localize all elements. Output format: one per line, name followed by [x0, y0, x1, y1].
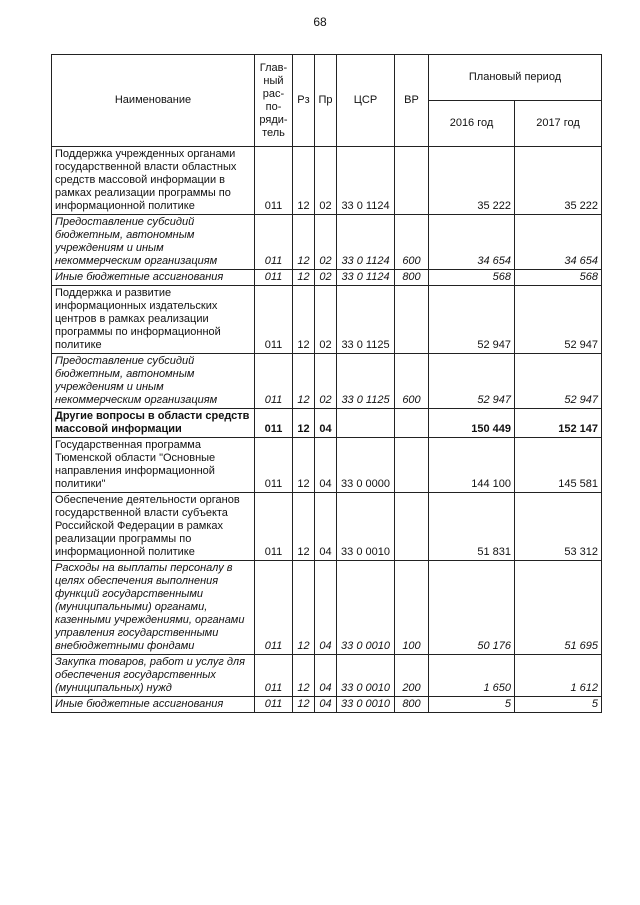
cell-name: Обеспечение деятельности органов государственной власти субъекта Российской Федерации в рамках реализации программы по информационной политике: [52, 493, 255, 561]
cell-glav: 011: [255, 697, 293, 713]
cell-glav: 011: [255, 409, 293, 438]
cell-csr: 33 0 0010: [337, 655, 395, 697]
cell-csr: 33 0 1124: [337, 215, 395, 270]
cell-vr: 800: [395, 270, 429, 286]
table-row: [52, 655, 602, 697]
cell-csr: 33 0 0010: [337, 561, 395, 655]
cell-name: Поддержка и развитие информационных издательских центров в рамках реализации программы по информационной политике: [52, 286, 255, 354]
cell-2016: 1 650: [429, 655, 515, 697]
cell-vr: 200: [395, 655, 429, 697]
cell-vr: [395, 286, 429, 354]
cell-2016: 34 654: [429, 215, 515, 270]
cell-name: Государственная программа Тюменской области "Основные направления информационной политики": [52, 438, 255, 493]
cell-rz: 12: [293, 697, 315, 713]
cell-pr: 04: [315, 438, 337, 493]
cell-vr: [395, 493, 429, 561]
table-row: [52, 409, 602, 438]
cell-pr: 04: [315, 493, 337, 561]
table-row: [52, 697, 602, 713]
cell-csr: 33 0 1125: [337, 354, 395, 409]
cell-name: Поддержка учрежденных органами государственной власти областных средств массовой информации в рамках реализации программы по информационной политике: [52, 147, 255, 215]
cell-2016: 52 947: [429, 354, 515, 409]
cell-rz: 12: [293, 147, 315, 215]
cell-2017: 34 654: [515, 215, 602, 270]
table-row: [52, 354, 602, 409]
cell-rz: 12: [293, 354, 315, 409]
cell-name: Иные бюджетные ассигнования: [52, 270, 255, 286]
cell-rz: 12: [293, 286, 315, 354]
header-glav: [255, 55, 293, 147]
cell-vr: [395, 147, 429, 215]
cell-csr: 33 0 0010: [337, 697, 395, 713]
header-vr: ВР: [395, 55, 429, 147]
cell-glav: 011: [255, 655, 293, 697]
cell-2017: 35 222: [515, 147, 602, 215]
cell-name: Закупка товаров, работ и услуг для обеспечения государственных (муниципальных) нужд: [52, 655, 255, 697]
cell-rz: 12: [293, 270, 315, 286]
cell-2016: 35 222: [429, 147, 515, 215]
table-row: [52, 215, 602, 270]
cell-vr: 600: [395, 354, 429, 409]
cell-rz: 12: [293, 561, 315, 655]
cell-2017: 5: [515, 697, 602, 713]
header-year-2017: 2017 год: [515, 101, 602, 147]
cell-name: Предоставление субсидий бюджетным, автономным учреждениям и иным некоммерческим организациям: [52, 215, 255, 270]
table-row: [52, 270, 602, 286]
cell-glav: 011: [255, 561, 293, 655]
cell-pr: 02: [315, 270, 337, 286]
table-body: [52, 147, 602, 713]
header-rz: Рз: [293, 55, 315, 147]
header-glav-line: ряди-: [259, 113, 288, 126]
cell-csr: 33 0 0010: [337, 493, 395, 561]
header-name: Наименование: [52, 55, 255, 147]
cell-name: Расходы на выплаты персоналу в целях обеспечения выполнения функций государственными (муниципальными) органами, казенными учреждениями, органами управления государственными внебюджетными фондами: [52, 561, 255, 655]
cell-2016: 5: [429, 697, 515, 713]
cell-pr: 04: [315, 655, 337, 697]
cell-2017: 152 147: [515, 409, 602, 438]
table-row: [52, 561, 602, 655]
cell-name: Иные бюджетные ассигнования: [52, 697, 255, 713]
cell-pr: 02: [315, 215, 337, 270]
table-row: [52, 147, 602, 215]
cell-glav: 011: [255, 286, 293, 354]
table-header: [52, 55, 602, 147]
header-plan-period: Плановый период: [429, 55, 602, 101]
cell-2017: 145 581: [515, 438, 602, 493]
cell-csr: [337, 409, 395, 438]
header-pr: Пр: [315, 55, 337, 147]
cell-vr: 600: [395, 215, 429, 270]
table-row: [52, 286, 602, 354]
cell-glav: 011: [255, 438, 293, 493]
cell-2017: 52 947: [515, 354, 602, 409]
cell-2016: 150 449: [429, 409, 515, 438]
header-glav-line: тель: [262, 126, 285, 139]
cell-2017: 51 695: [515, 561, 602, 655]
cell-2016: 51 831: [429, 493, 515, 561]
budget-table: [51, 54, 602, 713]
cell-rz: 12: [293, 409, 315, 438]
cell-2017: 52 947: [515, 286, 602, 354]
cell-name: Другие вопросы в области средств массовой информации: [52, 409, 255, 438]
cell-csr: 33 0 1125: [337, 286, 395, 354]
cell-glav: 011: [255, 147, 293, 215]
cell-2017: 568: [515, 270, 602, 286]
cell-2016: 568: [429, 270, 515, 286]
header-glav-line: по-: [265, 100, 282, 113]
header-glav-line: ный: [263, 74, 284, 87]
cell-rz: 12: [293, 215, 315, 270]
header-glav-line: рас-: [262, 87, 285, 100]
cell-vr: 100: [395, 561, 429, 655]
table-row: [52, 438, 602, 493]
cell-rz: 12: [293, 655, 315, 697]
cell-glav: 011: [255, 354, 293, 409]
cell-glav: 011: [255, 270, 293, 286]
cell-name: Предоставление субсидий бюджетным, автономным учреждениям и иным некоммерческим организациям: [52, 354, 255, 409]
cell-csr: 33 0 1124: [337, 147, 395, 215]
header-csr: ЦСР: [337, 55, 395, 147]
cell-2016: 50 176: [429, 561, 515, 655]
cell-2016: 144 100: [429, 438, 515, 493]
table-row: [52, 493, 602, 561]
cell-rz: 12: [293, 438, 315, 493]
cell-2017: 53 312: [515, 493, 602, 561]
cell-vr: [395, 409, 429, 438]
cell-glav: 011: [255, 493, 293, 561]
cell-rz: 12: [293, 493, 315, 561]
cell-pr: 02: [315, 286, 337, 354]
cell-pr: 04: [315, 409, 337, 438]
cell-2016: 52 947: [429, 286, 515, 354]
cell-vr: 800: [395, 697, 429, 713]
cell-pr: 02: [315, 354, 337, 409]
cell-vr: [395, 438, 429, 493]
header-glav-line: Глав-: [259, 61, 288, 74]
header-year-2016: 2016 год: [429, 101, 515, 147]
cell-csr: 33 0 0000: [337, 438, 395, 493]
cell-csr: 33 0 1124: [337, 270, 395, 286]
page-number: 68: [313, 15, 327, 29]
cell-glav: 011: [255, 215, 293, 270]
cell-pr: 04: [315, 697, 337, 713]
cell-2017: 1 612: [515, 655, 602, 697]
cell-pr: 04: [315, 561, 337, 655]
cell-pr: 02: [315, 147, 337, 215]
